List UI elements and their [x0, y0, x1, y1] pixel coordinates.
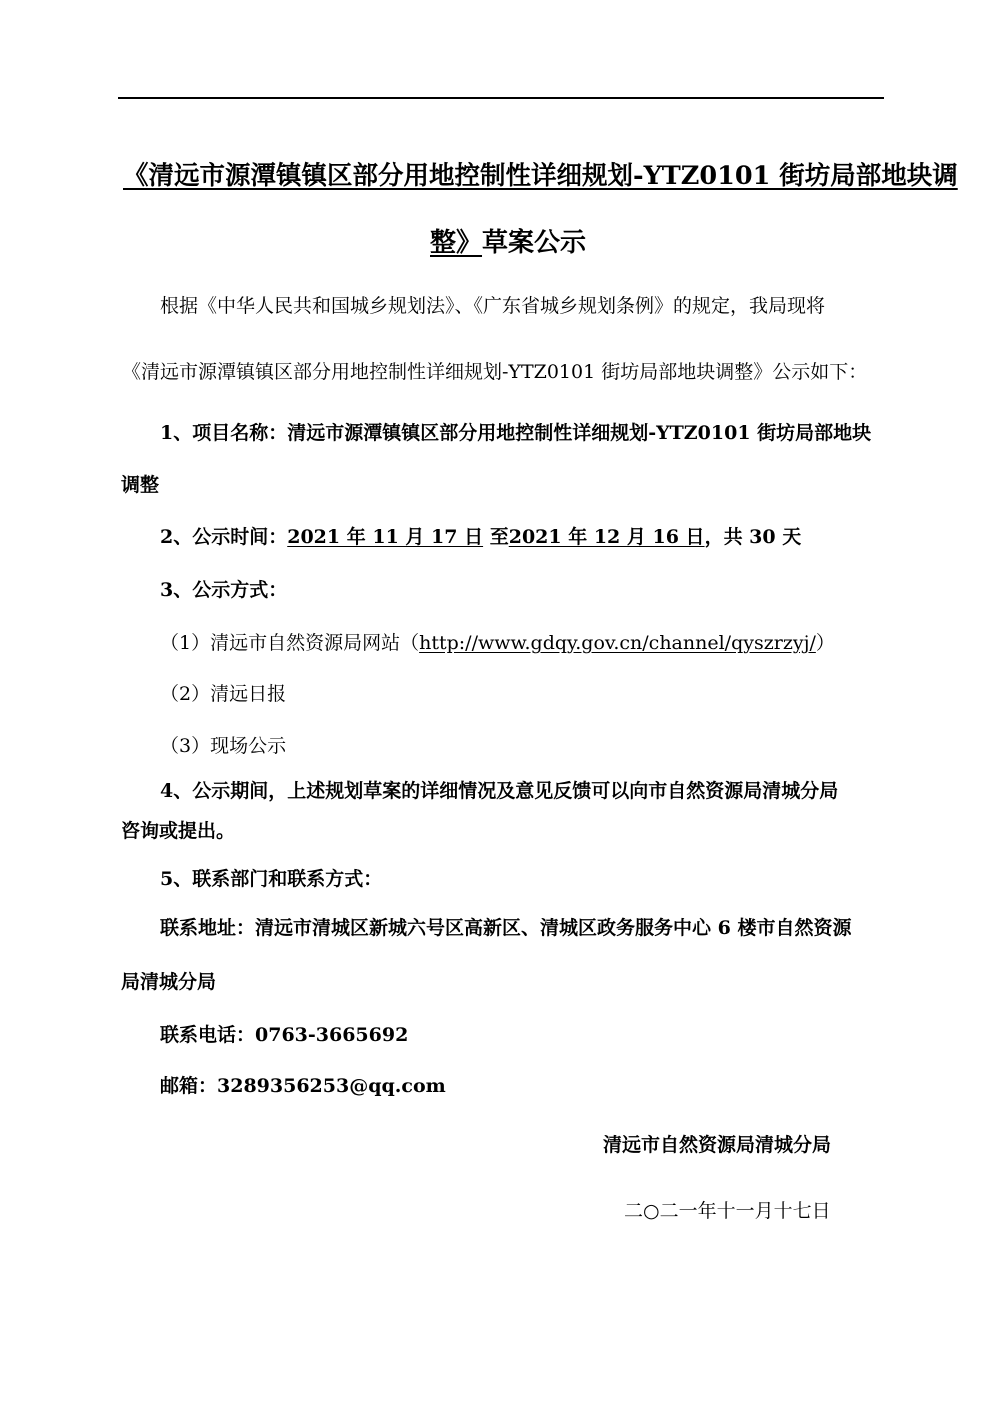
method-1-prefix: （1）清远市自然资源局网站（ [160, 632, 420, 654]
header-rule [118, 97, 884, 99]
title-line-2-rest: 草案公示 [482, 228, 587, 258]
item4-line-2: 咨询或提出。 [121, 820, 236, 842]
item2-duration: ，共 30 天 [704, 526, 802, 548]
title-line-1: 《清远市源潭镇镇区部分用地控制性详细规划-YTZ0101 街坊局部地块调 [123, 161, 958, 191]
item4-line-1: 4、公示期间，上述规划草案的详细情况及意见反馈可以向市自然资源局清城分局 [160, 780, 839, 802]
item2-line [160, 528, 801, 547]
address-line-1: 联系地址：清远市清城区新城六号区高新区、清城区政务服务中心 6 楼市自然资源 [160, 917, 852, 939]
item1-line-1: 1、项目名称：清远市源潭镇镇区部分用地控制性详细规划-YTZ0101 街坊局部地块 [160, 422, 872, 444]
intro-line-2: 《清远市源潭镇镇区部分用地控制性详细规划-YTZ0101 街坊局部地块调整》公示如下： [122, 361, 868, 383]
address-line-2: 局清城分局 [121, 971, 217, 993]
item3-method-2: （2）清远日报 [160, 683, 287, 705]
item3-label: 3、公示方式： [160, 579, 288, 601]
item5-label: 5、联系部门和联系方式： [160, 868, 383, 890]
signature-org: 清远市自然资源局清城分局 [603, 1134, 832, 1156]
title-line-2-underlined: 整》 [430, 228, 483, 258]
intro-line-1: 根据《中华人民共和国城乡规划法》、《广东省城乡规划条例》的规定，我局现将 [160, 295, 826, 317]
email-line: 邮箱：3289356253@qq.com [160, 1075, 446, 1097]
signature-date: 二○二一年十一月十七日 [624, 1200, 831, 1222]
title-line-2 [430, 230, 586, 256]
phone-line: 联系电话：0763-3665692 [160, 1024, 409, 1046]
item2-end-date: 2021 年 12 月 16 日 [508, 526, 705, 548]
item2-to: 至 [489, 526, 509, 548]
item2-start-date: 2021 年 11 月 17 日 [287, 526, 484, 548]
item1-line-2: 调整 [121, 474, 160, 496]
item3-method-1 [160, 634, 835, 653]
website-link[interactable]: http://www.gdqy.gov.cn/channel/qyszrzyj/ [419, 632, 816, 654]
item2-label: 2、公示时间： [160, 526, 288, 548]
method-1-suffix: ） [815, 632, 835, 654]
item3-method-3: （3）现场公示 [160, 735, 287, 757]
